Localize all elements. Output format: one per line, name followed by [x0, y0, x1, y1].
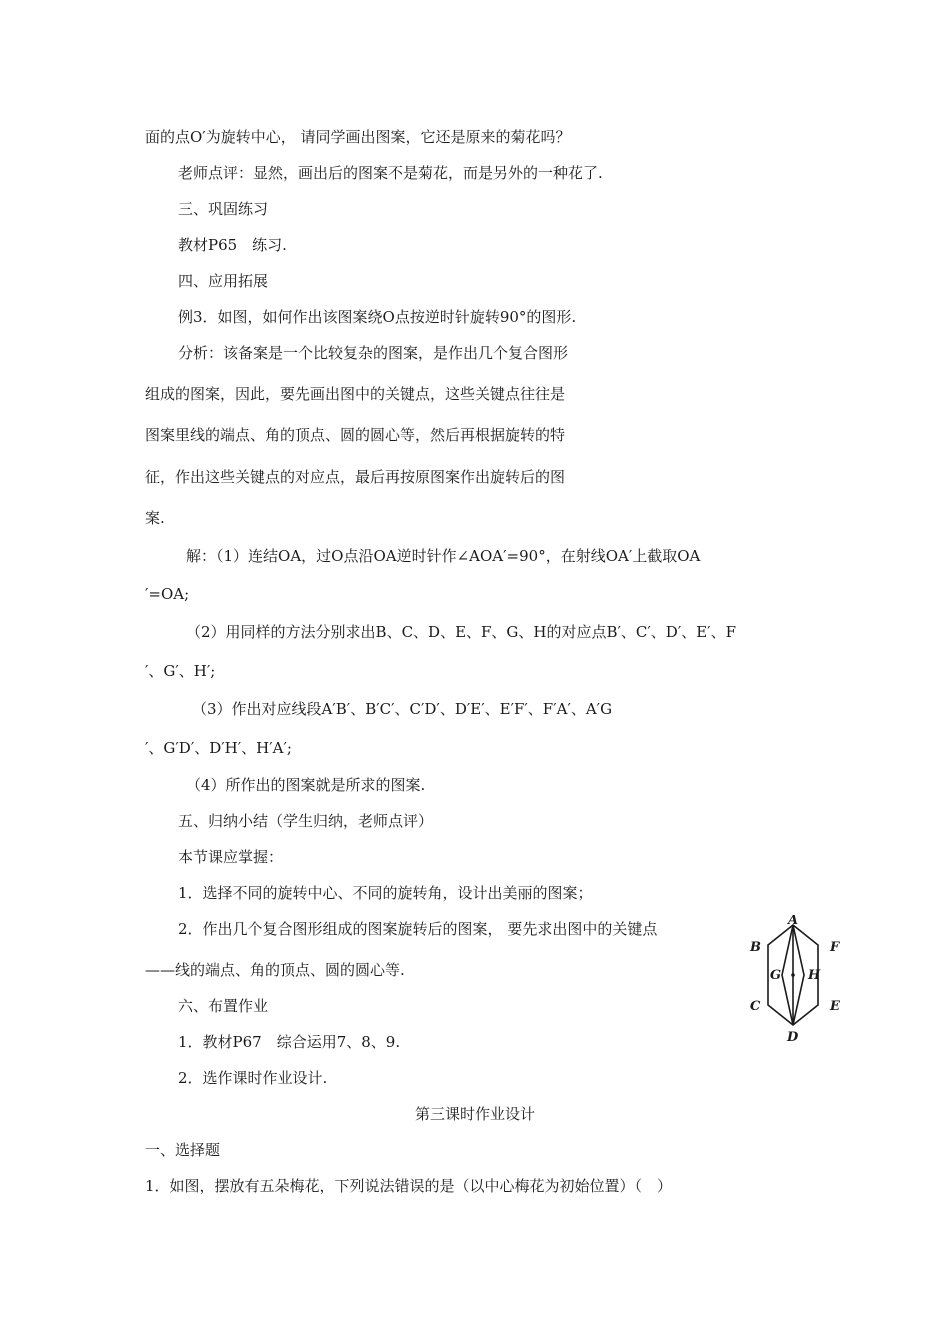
list-item: 2．作出几个复合图形组成的图案旋转后的图案， 要先求出图中的关键点	[178, 920, 658, 938]
paragraph-line: 老师点评：显然，画出后的图案不是菊花，而是另外的一种花了.	[178, 164, 603, 182]
solution-line: （3）作出对应线段A′B′、B′C′、C′D′、D′E′、E′F′、F′A′、A′G	[192, 700, 613, 718]
solution-line: ′、G′、H′;	[145, 662, 216, 680]
label-h: H	[808, 968, 821, 983]
section-heading: 三、巩固练习	[178, 200, 269, 218]
solution-line: ′=OA;	[145, 585, 190, 603]
solution-line: 解：（1）连结OA，过O点沿OA逆时针作∠AOA′=90°，在射线OA′上截取OA	[186, 547, 701, 565]
label-f: F	[830, 940, 840, 955]
question-line: 1．如图，摆放有五朵梅花，下列说法错误的是（以中心梅花为初始位置）（ ）	[145, 1177, 673, 1195]
solution-line: （4）所作出的图案就是所求的图案.	[186, 776, 426, 794]
paragraph-line: 面的点O′为旋转中心， 请同学画出图案，它还是原来的菊花吗？	[145, 128, 571, 146]
label-e: E	[830, 999, 840, 1014]
paragraph-line: 组成的图案，因此，要先画出图中的关键点，这些关键点往往是	[145, 385, 566, 403]
worksheet-title: 第三课时作业设计	[414, 1105, 535, 1123]
section-heading: 六、布置作业	[178, 997, 269, 1015]
paragraph-line: 本节课应掌握：	[178, 848, 284, 866]
solution-line: ′、G′D′、D′H′、H′A′;	[145, 739, 292, 757]
paragraph-line: 分析：该备案是一个比较复杂的图案，是作出几个复合图形	[178, 344, 569, 362]
center-point	[791, 973, 795, 977]
list-item: ——线的端点、角的顶点、圆的圆心等.	[145, 961, 405, 979]
list-item: 2．选作课时作业设计.	[178, 1069, 328, 1087]
solution-line: （2）用同样的方法分别求出B、C、D、E、F、G、H的对应点B′、C′、D′、E′、F	[186, 623, 737, 641]
list-item: 1．教材P67 综合运用7、8、9.	[178, 1033, 401, 1051]
paragraph-line: 案.	[145, 509, 165, 527]
example-line: 例3．如图，如何作出该图案绕O点按逆时针旋转90°的图形.	[178, 308, 577, 326]
paragraph-line: 教材P65 练习.	[178, 236, 287, 254]
paragraph-line: 图案里线的端点、角的顶点、圆的圆心等，然后再根据旋转的特	[145, 426, 566, 444]
section-heading: 五、归纳小结（学生归纳，老师点评）	[178, 812, 434, 830]
section-heading: 一、选择题	[145, 1141, 221, 1159]
section-heading: 四、应用拓展	[178, 272, 269, 290]
label-c: C	[750, 999, 761, 1014]
list-item: 1．选择不同的旋转中心、不同的旋转角，设计出美丽的图案；	[178, 884, 593, 902]
label-b: B	[750, 940, 761, 955]
label-g: G	[770, 968, 782, 983]
hexagon-figure	[738, 915, 850, 1050]
paragraph-line: 征，作出这些关键点的对应点，最后再按原图案作出旋转后的图	[145, 468, 566, 486]
label-d: D	[787, 1030, 799, 1045]
label-a: A	[788, 915, 799, 928]
